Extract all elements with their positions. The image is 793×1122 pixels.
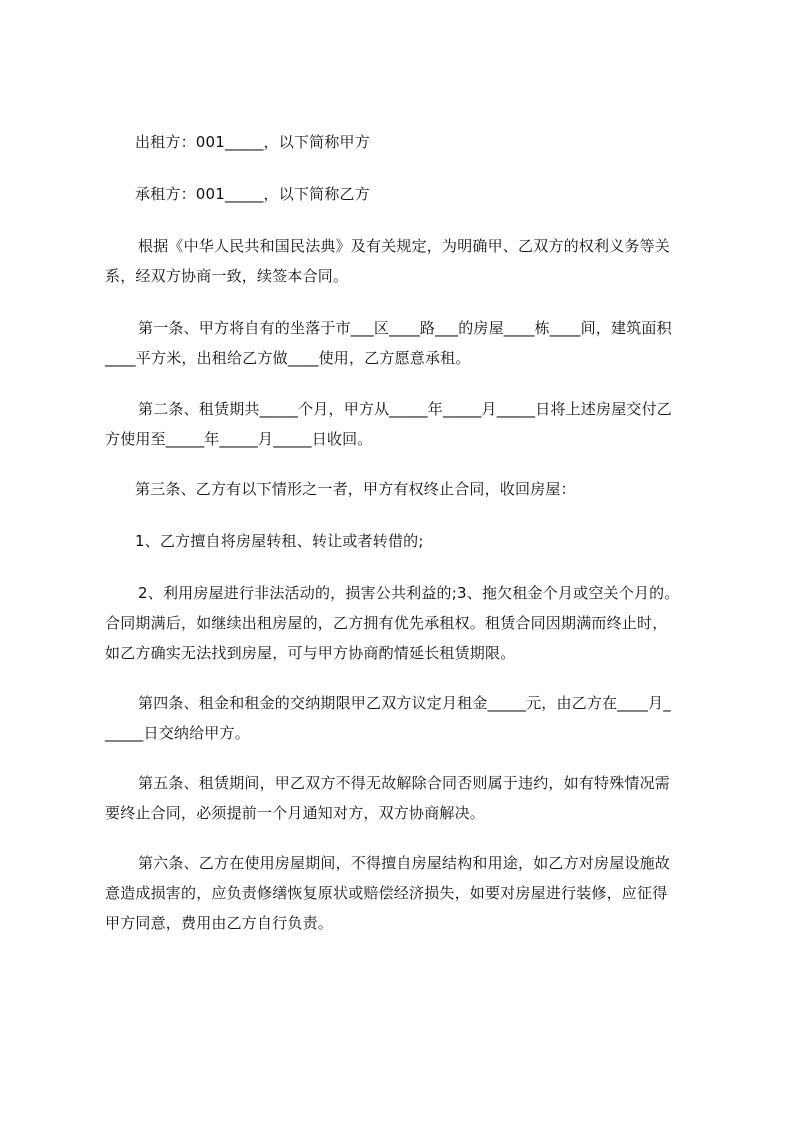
- text-line: 意造成损害的，应负责修缮恢复原状或赔偿经济损失，如要对房屋进行装修，应征得: [105, 884, 668, 902]
- clause-two: [105, 578, 705, 668]
- text-line: 1、乙方擅自将房屋转租、转让或者转借的;: [135, 532, 424, 550]
- article-three: [105, 474, 705, 504]
- text-line: 第六条、乙方在使用房屋期间，不得擅自房屋结构和用途，如乙方对房屋设施故: [138, 854, 671, 872]
- text-line: 合同期满后，如继续出租房屋的，乙方拥有优先承租权。租赁合同因期满而终止时，: [105, 614, 668, 632]
- preamble-paragraph: [105, 231, 705, 291]
- text-line: 要终止合同，必须提前一个月通知对方，双方协商解决。: [105, 804, 486, 822]
- article-two: [105, 394, 705, 454]
- clause-one: [105, 526, 705, 556]
- lessor-line: [105, 127, 705, 157]
- article-six: [105, 848, 705, 938]
- text-line: 第五条、租赁期间，甲乙双方不得无故解除合同否则属于违约，如有特殊情况需: [138, 774, 671, 792]
- text-line: 甲方同意，费用由乙方自行负责。: [105, 914, 334, 932]
- text-line: 方使用至_____年_____月_____日收回。: [105, 430, 373, 448]
- text-line: _____日交纳给甲方。: [105, 724, 250, 742]
- text-line: 2、利用房屋进行非法活动的，损害公共利益的;3、拖欠租金个月或空关个月的。: [138, 584, 680, 602]
- text-line: 第三条、乙方有以下情形之一者，甲方有权终止合同，收回房屋：: [135, 480, 576, 498]
- article-five: [105, 768, 705, 828]
- lessee-line: [105, 179, 705, 209]
- text-line: 系，经双方协商一致，续签本合同。: [105, 267, 349, 285]
- text-line: 根据《中华人民共和国民法典》及有关规定，为明确甲、乙双方的权利义务等关: [138, 237, 671, 255]
- text-line: 如乙方确实无法找到房屋，可与甲方协商酌情延长租赁期限。: [105, 644, 516, 662]
- text-line: 承租方：001_____，以下简称乙方: [135, 185, 370, 203]
- text-line: 第一条、甲方将自有的坐落于市___区____路___的房屋____栋____间，建筑面积: [138, 319, 672, 337]
- text-line: 第二条、租赁期共_____个月，甲方从_____年_____月_____日将上述房屋交付乙: [138, 400, 673, 418]
- text-line: ____平方米，出租给乙方做____使用，乙方愿意承租。: [105, 349, 471, 367]
- text-line: 第四条、租金和租金的交纳期限甲乙双方议定月租金_____元，由乙方在____月_: [138, 694, 672, 712]
- text-line: 出租方：001_____，以下简称甲方: [135, 133, 370, 151]
- article-one: [105, 313, 705, 373]
- article-four: [105, 688, 705, 748]
